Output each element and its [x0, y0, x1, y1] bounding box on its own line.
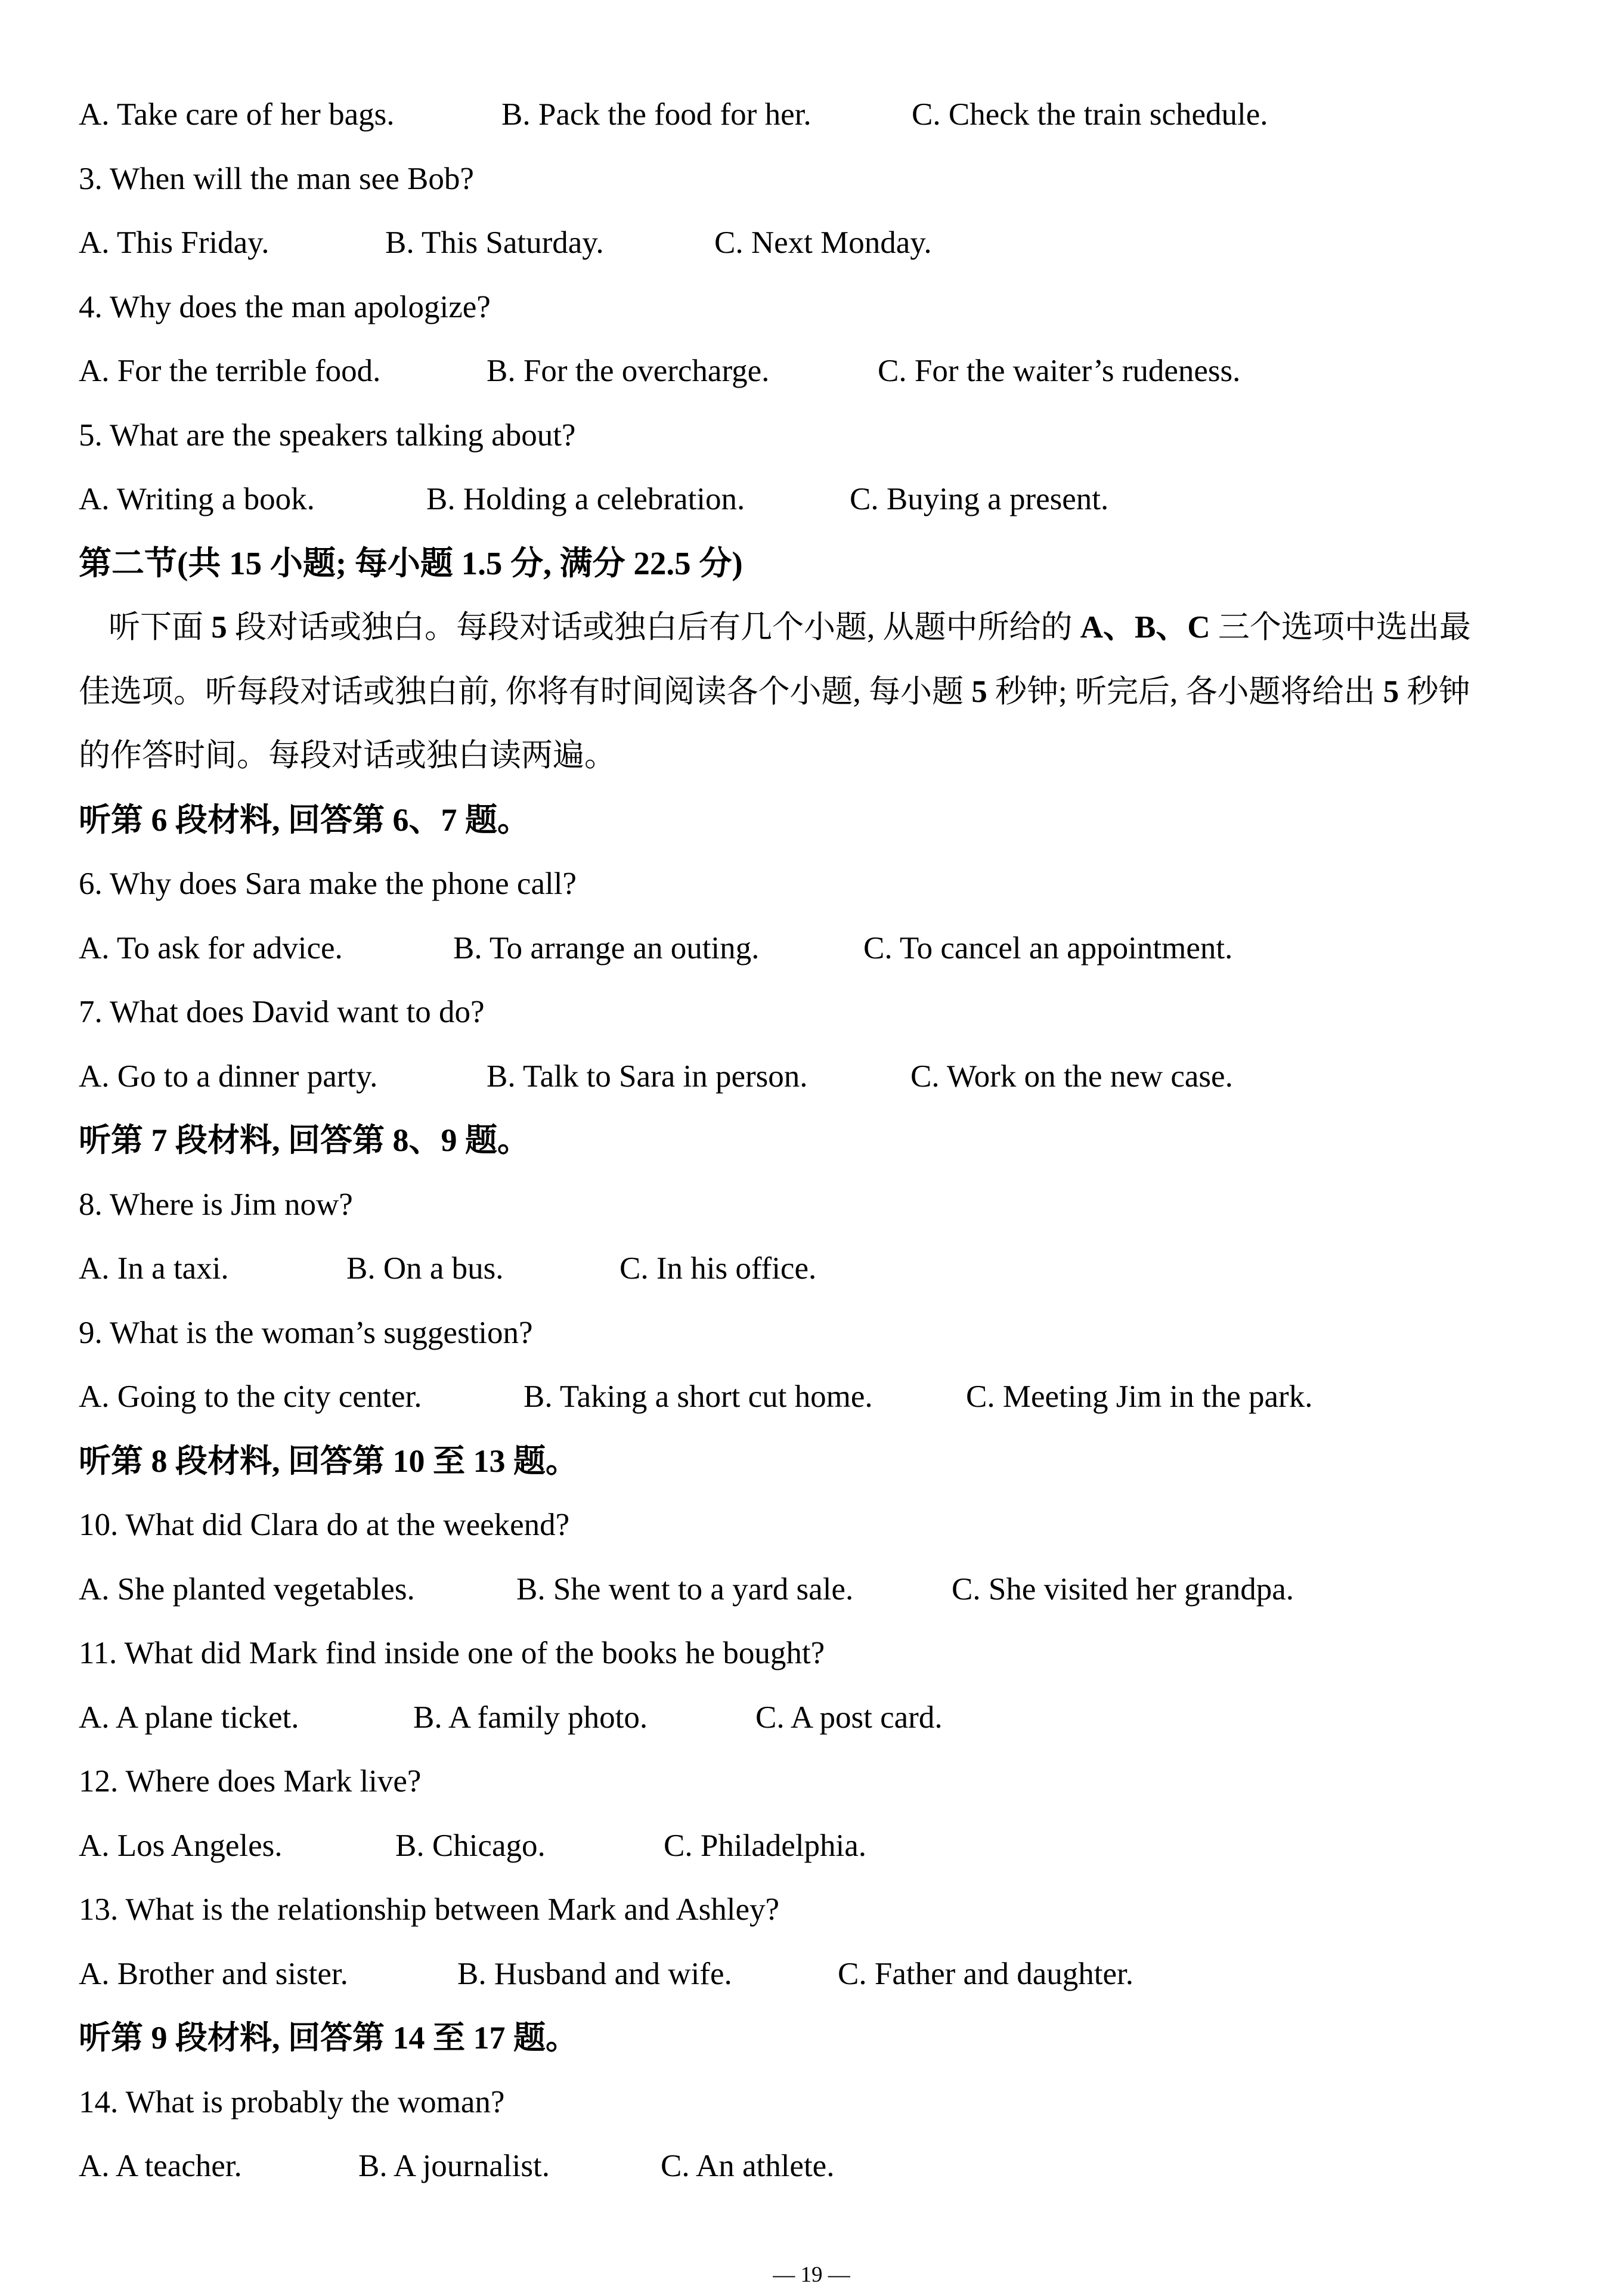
instructions-line-3-text: 的作答时间。每段对话或独白读两遍。	[79, 738, 616, 773]
option-q5-c: C. Buying a present.	[850, 482, 1109, 516]
option-q5-a: A. Writing a book.	[79, 482, 315, 516]
options-row-q5	[0, 466, 1623, 532]
option-q7-c: C. Work on the new case.	[910, 1059, 1233, 1094]
option-q2-c: C. Check the train schedule.	[912, 97, 1268, 132]
question-7-text: 7. What does David want to do?	[79, 995, 485, 1029]
option-q13-b: B. Husband and wife.	[457, 1957, 732, 1991]
material-header-8	[0, 1428, 1623, 1494]
instr-seg: 三个选项中选出最	[1218, 610, 1471, 645]
option-q7-b: B. Talk to Sara in person.	[487, 1059, 808, 1094]
instr-num: 5	[1375, 674, 1407, 709]
instr-num: A、B、C	[1072, 610, 1218, 645]
question-5-text: 5. What are the speakers talking about?	[79, 418, 576, 453]
question-4	[0, 274, 1623, 340]
option-q13-a: A. Brother and sister.	[79, 1957, 348, 1991]
option-q4-c: C. For the waiter’s rudeness.	[878, 354, 1241, 388]
question-8-text: 8. Where is Jim now?	[79, 1187, 353, 1222]
option-q8-b: B. On a bus.	[346, 1251, 504, 1286]
instructions-line-1	[0, 595, 1623, 660]
option-q12-a: A. Los Angeles.	[79, 1828, 283, 1863]
options-row-q6	[0, 915, 1623, 981]
options-row-q3	[0, 210, 1623, 276]
options-row-q14	[0, 2133, 1623, 2199]
option-q9-a: A. Going to the city center.	[79, 1379, 422, 1414]
instr-num: 5	[203, 610, 235, 645]
question-5	[0, 403, 1623, 468]
question-10-text: 10. What did Clara do at the weekend?	[79, 1508, 570, 1542]
page-footer	[0, 2251, 1623, 2296]
options-row-q9	[0, 1364, 1623, 1429]
question-7	[0, 979, 1623, 1045]
option-q12-c: C. Philadelphia.	[664, 1828, 867, 1863]
options-row-q13	[0, 1941, 1623, 2007]
option-q11-c: C. A post card.	[755, 1700, 943, 1735]
material-header-7	[0, 1107, 1623, 1173]
option-q4-a: A. For the terrible food.	[79, 354, 381, 388]
material-header-9	[0, 2005, 1623, 2071]
option-q2-a: A. Take care of her bags.	[79, 97, 395, 132]
instr-seg: 秒钟	[1407, 674, 1470, 709]
options-row-q10	[0, 1557, 1623, 1622]
question-12-text: 12. Where does Mark live?	[79, 1764, 422, 1799]
instr-seg: 秒钟; 听完后, 各小题将给出	[995, 674, 1376, 709]
instructions-line-3	[0, 723, 1623, 788]
question-11	[0, 1620, 1623, 1686]
option-q8-a: A. In a taxi.	[79, 1251, 229, 1286]
option-q14-c: C. An athlete.	[661, 2149, 835, 2183]
options-row-q4	[0, 338, 1623, 404]
option-q6-c: C. To cancel an appointment.	[863, 931, 1233, 966]
option-q9-b: B. Taking a short cut home.	[524, 1379, 873, 1414]
options-row-q8	[0, 1236, 1623, 1301]
material-header-7-text: 听第 7 段材料, 回答第 8、9 题。	[79, 1122, 529, 1158]
question-3-text: 3. When will the man see Bob?	[79, 162, 474, 196]
instr-seg: 段对话或独白。每段对话或独白后有几个小题, 从题中所给的	[235, 610, 1073, 645]
option-q6-b: B. To arrange an outing.	[453, 931, 760, 966]
option-q4-b: B. For the overcharge.	[487, 354, 770, 388]
question-14-text: 14. What is probably the woman?	[79, 2085, 505, 2119]
option-q3-c: C. Next Monday.	[714, 225, 932, 260]
option-q12-b: B. Chicago.	[395, 1828, 546, 1863]
instructions-line-1-text	[79, 595, 1471, 660]
question-12	[0, 1749, 1623, 1814]
question-4-text: 4. Why does the man apologize?	[79, 290, 491, 324]
instr-seg: 佳选项。听每段对话或独白前, 你将有时间阅读各个小题, 每小题	[79, 674, 964, 709]
question-8	[0, 1172, 1623, 1237]
options-row-q12	[0, 1813, 1623, 1879]
options-row-q7	[0, 1044, 1623, 1109]
option-q8-c: C. In his office.	[620, 1251, 817, 1286]
option-q3-b: B. This Saturday.	[385, 225, 604, 260]
option-q6-a: A. To ask for advice.	[79, 931, 343, 966]
option-q11-a: A. A plane ticket.	[79, 1700, 299, 1735]
option-q11-b: B. A family photo.	[413, 1700, 648, 1735]
question-14	[0, 2069, 1623, 2135]
question-3	[0, 146, 1623, 212]
instructions-line-2	[0, 659, 1623, 725]
option-q5-b: B. Holding a celebration.	[426, 482, 745, 516]
question-10	[0, 1492, 1623, 1558]
material-header-8-text: 听第 8 段材料, 回答第 10 至 13 题。	[79, 1443, 578, 1479]
material-header-6	[0, 787, 1623, 853]
question-11-text: 11. What did Mark find inside one of the books he bought?	[79, 1636, 825, 1670]
section-2-title: 第二节(共 15 小题; 每小题 1.5 分, 满分 22.5 分)	[79, 545, 743, 581]
question-13	[0, 1877, 1623, 1942]
question-6	[0, 851, 1623, 917]
option-q14-b: B. A journalist.	[358, 2149, 550, 2183]
material-header-6-text: 听第 6 段材料, 回答第 6、7 题。	[79, 802, 529, 838]
question-9	[0, 1300, 1623, 1366]
option-q9-c: C. Meeting Jim in the park.	[966, 1379, 1313, 1414]
option-q14-a: A. A teacher.	[79, 2149, 242, 2183]
instr-seg: 听下面	[109, 610, 203, 645]
option-q10-c: C. She visited her grandpa.	[952, 1572, 1294, 1607]
option-q10-b: B. She went to a yard sale.	[516, 1572, 854, 1607]
question-9-text: 9. What is the woman’s suggestion?	[79, 1316, 533, 1350]
option-q10-a: A. She planted vegetables.	[79, 1572, 415, 1607]
option-q3-a: A. This Friday.	[79, 225, 270, 260]
question-6-text: 6. Why does Sara make the phone call?	[79, 867, 577, 901]
material-header-9-text: 听第 9 段材料, 回答第 14 至 17 题。	[79, 2020, 578, 2056]
option-q13-c: C. Father and daughter.	[838, 1957, 1134, 1991]
options-row-q11	[0, 1685, 1623, 1750]
instructions-line-2-text	[79, 659, 1470, 725]
page-number: — 19 —	[773, 2263, 850, 2287]
option-q2-b: B. Pack the food for her.	[501, 97, 811, 132]
option-q7-a: A. Go to a dinner party.	[79, 1059, 378, 1094]
options-row-q2	[0, 82, 1623, 147]
question-13-text: 13. What is the relationship between Mark and Ashley?	[79, 1892, 780, 1927]
instr-num: 5	[964, 674, 995, 709]
section-2-title-row	[0, 531, 1623, 596]
